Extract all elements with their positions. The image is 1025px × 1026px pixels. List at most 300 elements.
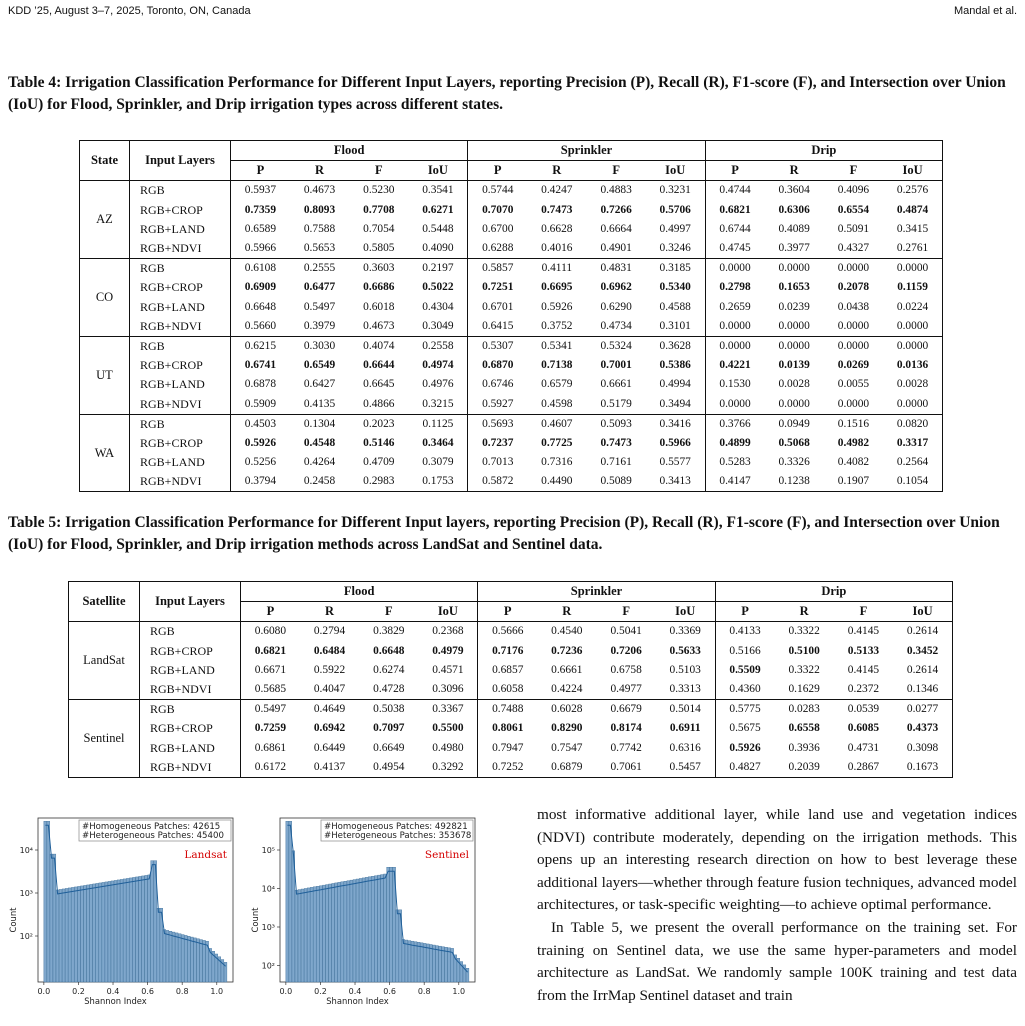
value-cell: 0.6857 [492,663,524,676]
value-cell: 0.6701 [482,300,514,313]
value-cell: 0.0000 [705,336,764,356]
value-cell: 0.4734 [600,319,632,332]
value-cell: 0.7473 [600,436,632,449]
value-cell: 0.4074 [349,336,408,356]
value-cell: 0.4997 [646,220,705,239]
value-cell: 0.2761 [896,242,929,255]
value-cell: 0.2564 [896,456,929,469]
layer-cell: RGB [130,259,231,279]
histogram-bar [414,942,417,982]
histogram-bar [365,877,368,982]
header-metric-r: R [774,602,833,622]
value-cell: 0.6288 [482,242,514,255]
value-cell: 0.0028 [896,378,929,391]
histogram-bar [163,930,166,982]
value-cell: 0.5341 [527,336,586,356]
value-cell: 0.0000 [719,397,751,410]
histogram-bar [148,875,151,982]
value-cell: 0.6911 [656,719,715,738]
value-cell: 0.4082 [837,456,870,469]
value-cell: 0.4883 [600,184,632,197]
value-cell: 0.3326 [778,456,810,469]
histogram-bar [151,861,154,982]
header-metric-iou: IoU [418,602,477,622]
y-axis-label: Count [8,907,18,933]
value-cell: 0.5500 [418,719,477,738]
value-cell: 0.3317 [896,436,929,449]
value-cell: 0.7588 [303,222,336,235]
value-cell: 0.0055 [837,378,870,391]
histogram-bar [289,821,292,982]
header-metric-f: F [586,161,645,181]
histogram-bar [102,882,105,982]
histogram-bar [316,886,319,982]
value-cell: 0.5872 [482,475,514,488]
value-cell: 0.6686 [363,281,395,294]
value-cell: 0.6909 [244,281,277,294]
value-cell: 0.0283 [774,700,833,720]
histogram-bar [356,879,359,982]
histogram-bar [62,889,65,982]
value-cell: 0.7259 [254,722,287,735]
table4 [79,140,943,492]
y-tick-label: 10² [261,961,275,971]
value-cell: 0.5675 [729,722,761,735]
histogram-bar [332,883,335,982]
group-cell: Sentinel [69,700,140,778]
x-tick-label: 0.6 [383,987,396,996]
value-cell: 0.6080 [254,625,287,638]
value-cell: 0.6549 [303,359,336,372]
histogram-bar [59,889,62,982]
value-cell: 0.5038 [359,700,418,720]
value-cell: 0.6661 [600,378,632,391]
value-cell: 0.3452 [906,644,939,657]
value-cell: 0.4827 [729,760,761,773]
histogram-bar [344,881,347,982]
layer-cell: RGB+NDVI [130,472,231,492]
value-cell: 0.7054 [363,222,395,235]
header-metric-p: P [478,602,537,622]
value-cell: 0.5927 [482,397,514,410]
value-cell: 0.7138 [541,359,573,372]
value-cell: 0.3416 [646,414,705,434]
value-cell: 0.6589 [244,222,277,235]
histogram-bar [65,888,68,982]
value-cell: 0.4016 [541,242,573,255]
value-cell: 0.6415 [482,319,514,332]
value-cell: 0.4360 [729,683,761,696]
table-row [80,181,943,201]
histogram-bar [298,890,301,982]
histogram-bar [68,888,71,982]
histogram-sentinel-plot [248,814,480,1022]
table-row [69,642,953,661]
value-cell: 0.1753 [408,472,467,492]
value-cell: 0.6108 [231,259,290,279]
value-cell: 0.5805 [363,242,395,255]
histogram-bar [169,931,172,982]
value-cell: 0.6821 [719,203,751,216]
header-metric-iou: IoU [656,602,715,622]
x-axis-label: Shannon Index [326,996,389,1006]
x-axis-label: Shannon Index [84,996,147,1006]
value-cell: 0.6648 [373,644,405,657]
value-cell: 0.4089 [778,222,810,235]
value-cell: 0.4111 [527,259,586,279]
running-header-left: KDD ’25, August 3–7, 2025, Toronto, ON, Canada [8,5,251,17]
value-cell: 0.5068 [778,436,810,449]
histogram-bar [313,887,316,982]
value-cell: 0.3977 [778,242,810,255]
value-cell: 0.5256 [244,456,277,469]
value-cell: 0.5103 [656,661,715,680]
value-cell: 0.3049 [408,317,467,337]
value-cell: 0.7070 [482,203,514,216]
body-text [537,804,1017,1007]
value-cell: 0.6758 [610,663,642,676]
layer-cell: RGB+LAND [130,375,231,394]
table-row [69,739,953,758]
histogram-bar [445,947,448,982]
layer-cell: RGB+LAND [130,453,231,472]
value-cell: 0.4974 [408,356,467,375]
value-cell: 0.6449 [313,741,346,754]
value-cell: 0.6942 [313,722,346,735]
value-cell: 0.2555 [290,259,349,279]
histogram-bar [84,885,87,982]
table-row [80,356,943,375]
value-cell: 0.3829 [373,625,405,638]
value-cell: 0.5386 [646,356,705,375]
value-cell: 0.5457 [656,758,715,778]
value-cell: 0.4874 [896,203,929,216]
header-metric-iou: IoU [646,161,705,181]
value-cell: 0.3215 [408,394,467,414]
value-cell: 0.4979 [418,642,477,661]
value-cell: 0.3030 [290,336,349,356]
value-cell: 0.7236 [551,644,583,657]
histogram-bar [129,878,132,982]
value-cell: 0.5340 [646,278,705,297]
header-type-sprinkler: Sprinkler [468,141,705,161]
layer-cell: RGB+NDVI [130,239,231,259]
value-cell: 0.5093 [586,414,645,434]
value-cell: 0.6861 [254,741,287,754]
header-metric-iou: IoU [893,602,952,622]
value-cell: 0.3413 [646,472,705,492]
value-cell: 0.6579 [541,378,573,391]
header-group-col: State [80,141,130,181]
layer-cell: RGB+CROP [130,278,231,297]
value-cell: 0.4982 [837,436,870,449]
header-group-col: Satellite [69,582,140,622]
layer-cell: RGB [130,181,231,201]
value-cell: 0.7473 [541,203,573,216]
histogram-bar [301,889,304,982]
value-cell: 0.4744 [719,184,751,197]
value-cell: 0.1346 [906,683,939,696]
layer-cell: RGB [130,336,231,356]
layer-cell: RGB+CROP [130,201,231,220]
y-tick-label: 10⁵ [261,846,275,855]
histogram-sentinel [248,814,480,1022]
y-tick-label: 10³ [261,923,275,932]
value-cell: 0.7947 [492,741,524,754]
header-metric-r: R [290,161,349,181]
value-cell: 0.6821 [254,644,287,657]
value-cell: 0.4980 [418,739,477,758]
value-cell: 0.7013 [482,456,514,469]
histogram-bar [353,880,356,982]
histogram-bar [120,879,123,982]
layer-cell: RGB+LAND [140,661,241,680]
value-cell: 0.5497 [303,300,336,313]
value-cell: 0.2558 [408,336,467,356]
histogram-bar [384,874,387,982]
value-cell: 0.7176 [492,644,524,657]
value-cell: 0.2078 [837,281,870,294]
header-metric-p: P [705,161,764,181]
value-cell: 0.0000 [778,319,810,332]
header-layers-col: Input Layers [140,582,241,622]
value-cell: 0.5448 [408,220,467,239]
x-tick-label: 0.8 [175,987,189,996]
histogram-bar [197,939,200,982]
histogram-bar [44,821,47,982]
layer-cell: RGB+CROP [130,434,231,453]
value-cell: 0.5041 [610,625,642,638]
legend-homogeneous: #Homogeneous Patches: 492821 [324,822,468,832]
header-metric-f: F [834,602,893,622]
value-cell: 0.0000 [705,259,764,279]
value-cell: 0.6644 [363,359,395,372]
value-cell: 0.5133 [847,644,880,657]
value-cell: 0.0539 [834,700,893,720]
value-cell: 0.0000 [764,259,823,279]
value-cell: 0.2197 [408,259,467,279]
table-row [80,434,943,453]
layer-cell: RGB+CROP [140,642,241,661]
value-cell: 0.7742 [610,741,642,754]
value-cell: 0.7097 [373,722,405,735]
value-cell: 0.4954 [373,760,405,773]
value-cell: 0.2867 [847,760,880,773]
value-cell: 0.3101 [646,317,705,337]
value-cell: 0.6645 [363,378,395,391]
dataset-tag: Sentinel [424,849,469,861]
x-tick-label: 0.6 [141,987,154,996]
value-cell: 0.5089 [600,475,632,488]
legend-heterogeneous: #Heterogeneous Patches: 353678 [324,831,472,841]
value-cell: 0.0239 [778,300,810,313]
value-cell: 0.6290 [600,300,632,313]
histogram-bar [310,887,313,982]
table-row [80,220,943,239]
value-cell: 0.3369 [656,622,715,642]
value-cell: 0.6962 [600,281,632,294]
value-cell: 0.7237 [482,436,514,449]
value-cell: 0.5022 [408,278,467,297]
value-cell: 0.5706 [646,201,705,220]
value-cell: 0.3628 [646,336,705,356]
value-cell: 0.5577 [646,453,705,472]
value-cell: 0.5509 [729,663,761,676]
histogram-bar [166,930,169,982]
value-cell: 0.3246 [646,239,705,259]
histogram-bar [420,943,423,982]
header-layers-col: Input Layers [130,141,231,181]
value-cell: 0.7161 [600,456,632,469]
histogram-bar [93,884,96,982]
value-cell: 0.5497 [241,700,300,720]
value-cell: 0.0438 [837,300,870,313]
value-cell: 0.4745 [719,242,751,255]
value-cell: 0.1516 [824,414,883,434]
histogram-bar [439,946,442,982]
value-cell: 0.6085 [847,722,880,735]
group-cell: CO [80,259,130,337]
histogram-bar [429,944,432,982]
value-cell: 0.5666 [492,625,524,638]
header-metric-iou: IoU [883,161,942,181]
value-cell: 0.4831 [586,259,645,279]
value-cell: 0.7001 [600,359,632,372]
layer-cell: RGB [140,700,241,720]
value-cell: 0.4147 [719,475,751,488]
value-cell: 0.3752 [541,319,573,332]
value-cell: 0.0000 [824,336,883,356]
value-cell: 0.1530 [719,378,751,391]
table-row [69,680,953,700]
histogram-bar [396,910,399,982]
value-cell: 0.0000 [778,397,810,410]
body-paragraph: In Table 5, we present the overall performance on the training set. For training on Sentinel data, we use the same hyper-parameters and model architecture as LandSat. We randomly sample 100K training and test data from the IrrMap Sentinel dataset and train [537,918,1017,1004]
value-cell: 0.4135 [303,397,336,410]
x-tick-label: 0.2 [314,987,327,996]
value-cell: 0.4327 [837,242,870,255]
histogram-bar [142,876,145,982]
value-cell: 0.6477 [303,281,336,294]
histogram-bar [286,821,289,982]
value-cell: 0.2576 [896,184,929,197]
value-cell: 0.6700 [482,222,514,235]
value-cell: 0.1673 [906,760,939,773]
value-cell: 0.2372 [847,683,880,696]
table5 [68,581,953,778]
histogram-bar [347,881,350,982]
layer-cell: RGB+CROP [140,719,241,738]
histogram-bar [123,879,126,982]
histogram-bar [81,886,84,982]
histogram-bar [368,877,371,982]
value-cell: 0.6661 [551,663,583,676]
value-cell: 0.6746 [482,378,514,391]
value-cell: 0.5660 [244,319,277,332]
group-cell: LandSat [69,622,140,700]
value-cell: 0.6744 [719,222,751,235]
value-cell: 0.5857 [468,259,527,279]
value-cell: 0.5324 [586,336,645,356]
x-tick-label: 1.0 [210,987,224,996]
value-cell: 0.4731 [847,741,880,754]
table-row [80,317,943,337]
value-cell: 0.4899 [719,436,751,449]
y-tick-label: 10³ [19,889,33,898]
value-cell: 0.0224 [896,300,929,313]
histogram-bar [390,867,393,982]
value-cell: 0.1629 [788,683,820,696]
header-metric-r: R [300,602,359,622]
value-cell: 0.2798 [719,281,751,294]
table-row [80,453,943,472]
value-cell: 0.8093 [303,203,336,216]
histogram-bar [74,887,77,982]
value-cell: 0.4490 [541,475,573,488]
value-cell: 0.0000 [883,259,942,279]
value-cell: 0.5633 [656,642,715,661]
value-cell: 0.6695 [541,281,573,294]
value-cell: 0.3766 [705,414,764,434]
histogram-bar [387,867,390,982]
histogram-bar [335,883,338,982]
value-cell: 0.3367 [418,700,477,720]
value-cell: 0.5966 [646,434,705,453]
value-cell: 0.6427 [303,378,336,391]
value-cell: 0.0000 [824,259,883,279]
value-cell: 0.5283 [719,456,751,469]
value-cell: 0.7725 [541,436,573,449]
layer-cell: RGB+NDVI [130,317,231,337]
header-metric-f: F [824,161,883,181]
histogram-bar [99,883,102,982]
value-cell: 0.3794 [244,475,277,488]
value-cell: 0.5922 [313,663,346,676]
value-cell: 0.0000 [764,336,823,356]
histogram-bar [50,854,53,982]
value-cell: 0.3313 [656,680,715,700]
histogram-bar [411,941,414,982]
histogram-bar [136,877,139,982]
value-cell: 0.4728 [373,683,405,696]
value-cell: 0.5744 [482,184,514,197]
value-cell: 0.3415 [896,222,929,235]
value-cell: 0.7252 [492,760,524,773]
value-cell: 0.5937 [244,184,277,197]
histogram-bar [371,876,374,982]
histogram-bar [295,890,298,982]
value-cell: 0.0000 [837,319,870,332]
value-cell: 0.4221 [719,359,751,372]
value-cell: 0.3185 [646,259,705,279]
value-cell: 0.6484 [313,644,346,657]
body-paragraph: most informative additional layer, while land use and vegetation indices (NDVI) contribute moderately, depending on the irrigation methods. This opens up an interesting research direction on how to best leverage these additional layers—whether through feature fusion techniques, advanced model architectures, or task-specific weighting—to achieve optimal performance. [537,806,1017,914]
histogram-bar [139,876,142,982]
table-row [80,472,943,492]
value-cell: 0.0000 [896,397,929,410]
value-cell: 0.7547 [551,741,583,754]
header-type-drip: Drip [715,582,952,602]
table-row [80,375,943,394]
value-cell: 0.0277 [893,700,952,720]
table-row [69,622,953,642]
histogram-bar [417,942,420,982]
histogram-bar [132,877,135,982]
histogram-bar [178,934,181,982]
value-cell: 0.4090 [408,239,467,259]
value-cell: 0.0000 [896,319,929,332]
value-cell: 0.6028 [537,700,596,720]
